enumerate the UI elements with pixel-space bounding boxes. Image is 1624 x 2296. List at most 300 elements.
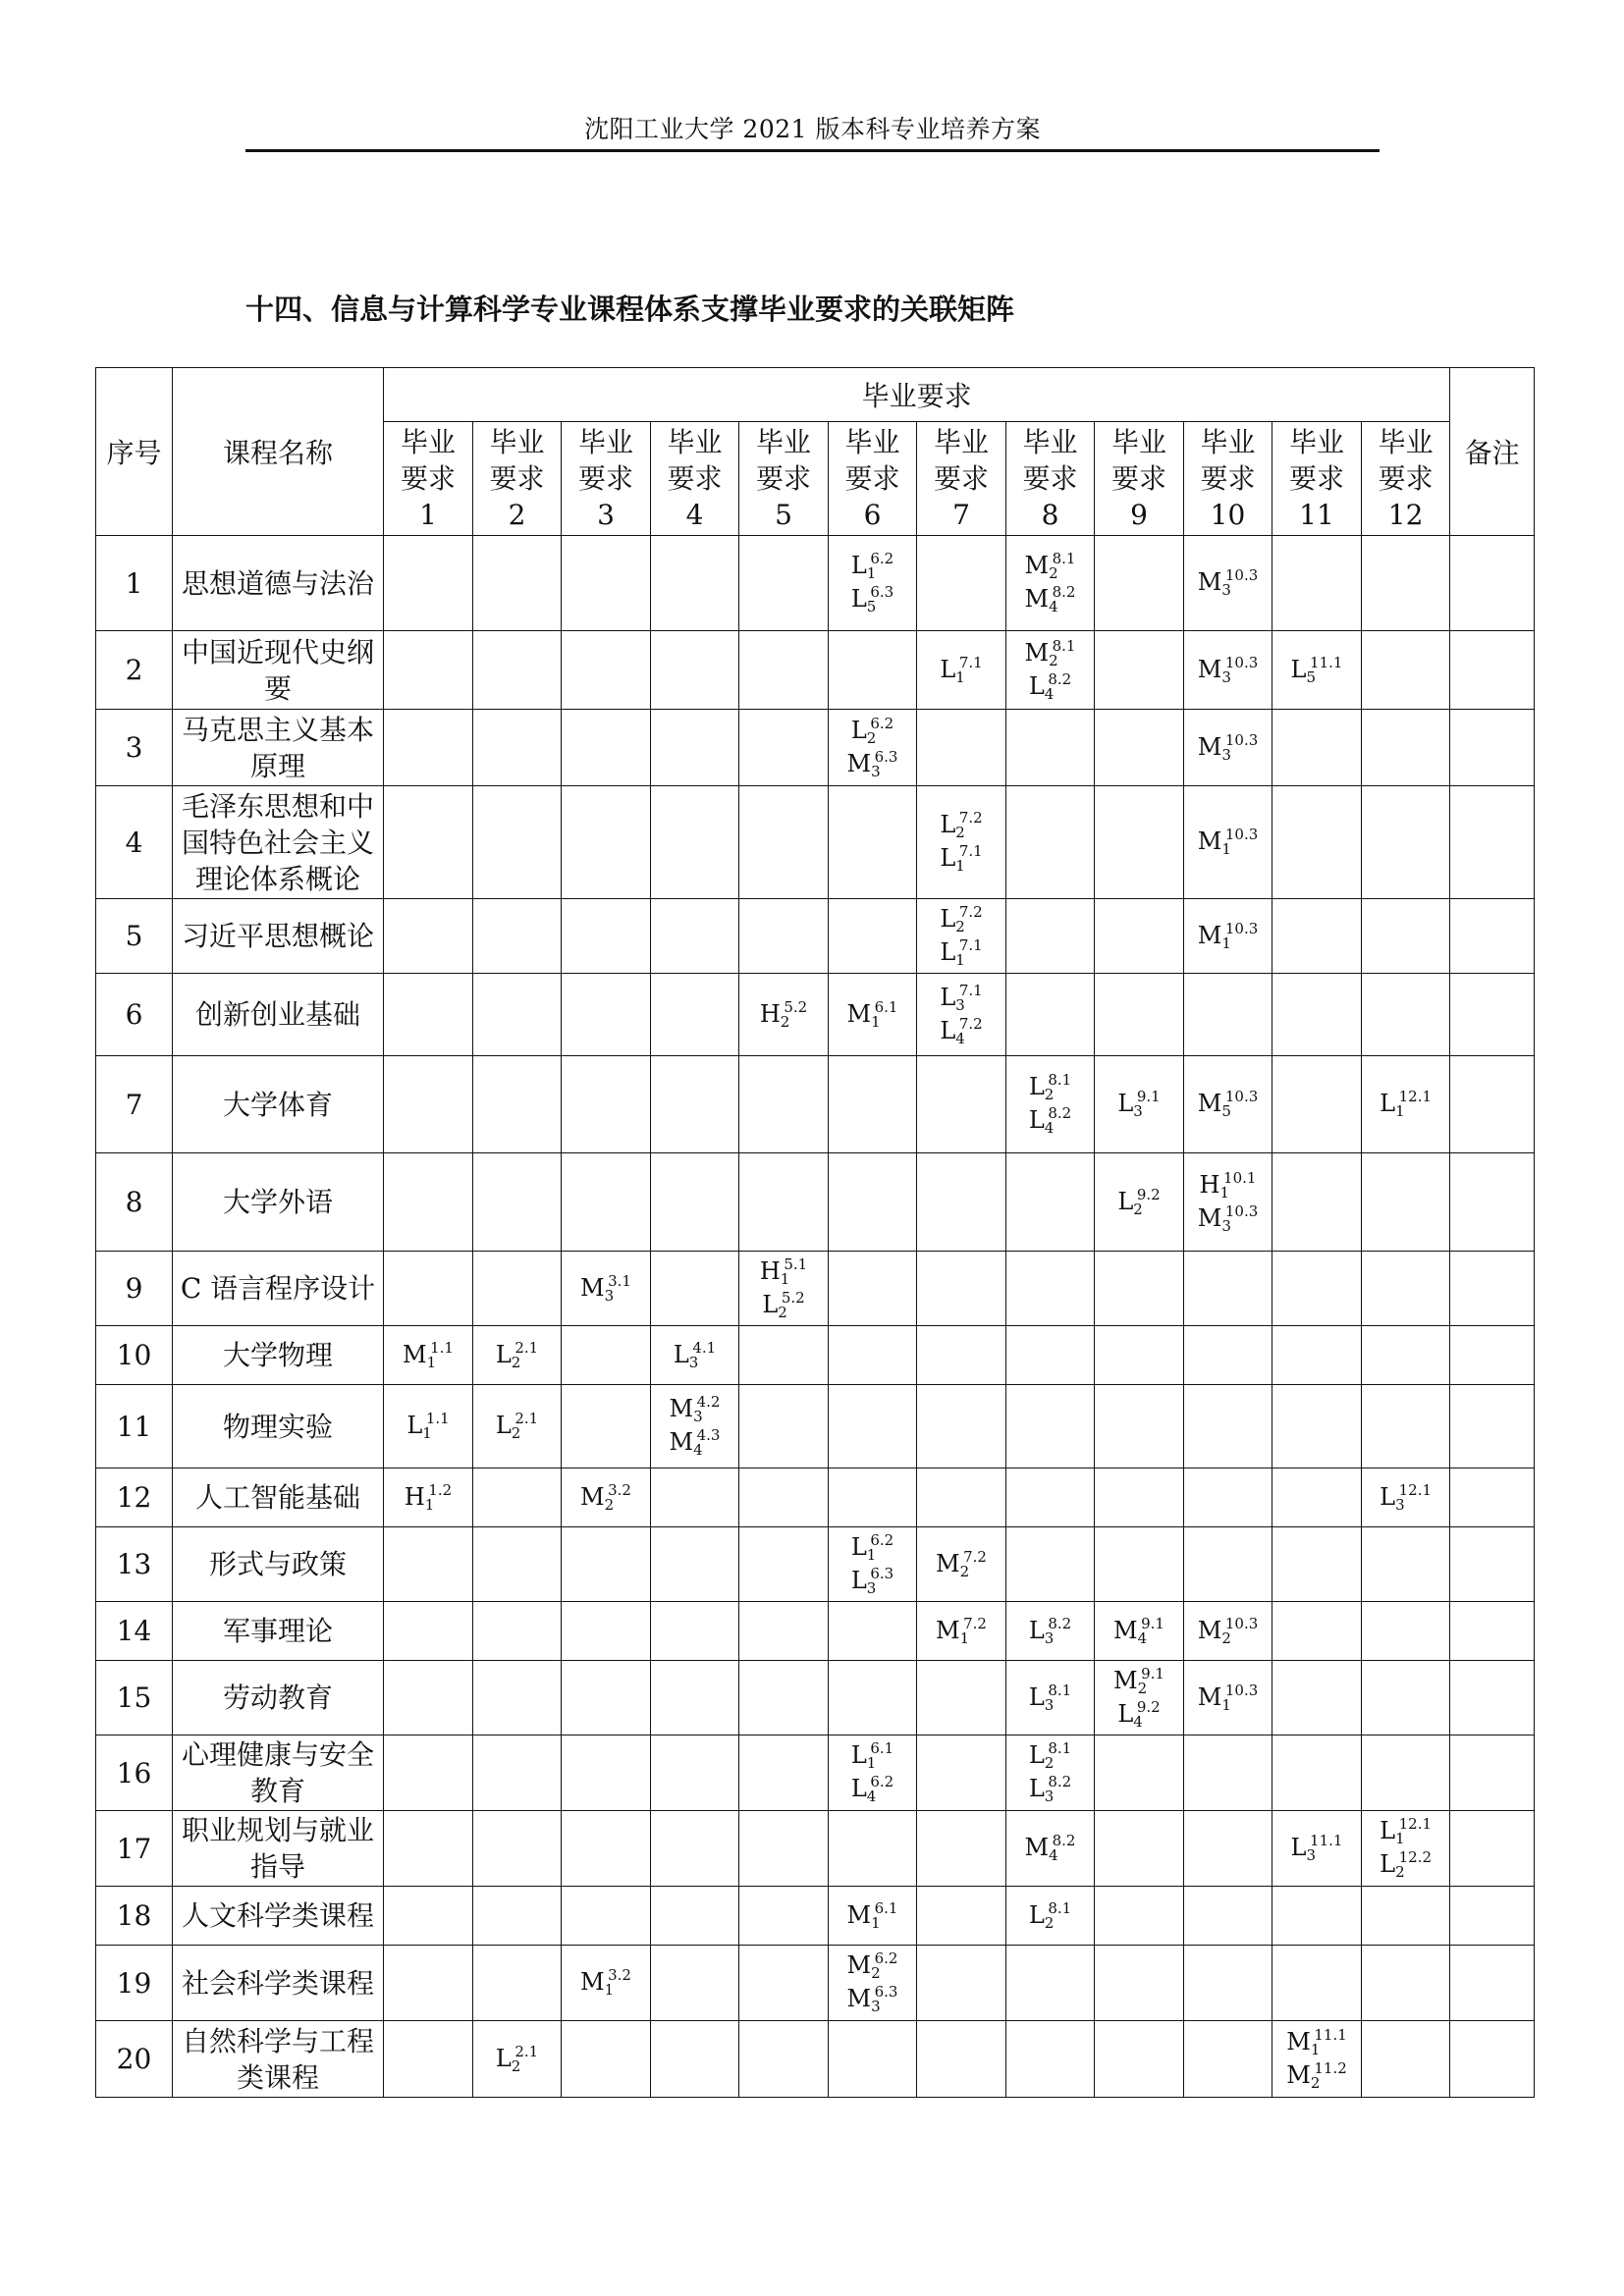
header-requirement-part: 要求 xyxy=(489,462,545,495)
matrix-cell-req-10 xyxy=(1184,1887,1272,1946)
matrix-cell-req-9 xyxy=(1095,786,1184,899)
matrix-cell-req-11 xyxy=(1272,1385,1362,1468)
matrix-cell-req-1 xyxy=(384,1946,473,2021)
notes-cell xyxy=(1450,1735,1535,1811)
matrix-cell-req-7 xyxy=(917,536,1006,631)
header-requirement-part: 11 xyxy=(1299,499,1334,531)
row-index: 10 xyxy=(96,1326,173,1385)
matrix-cell-req-2 xyxy=(473,631,562,710)
matrix-cell-req-12 xyxy=(1362,1811,1450,1887)
matrix-cell-req-4 xyxy=(651,786,739,899)
course-name: 大学物理 xyxy=(173,1326,384,1385)
header-course-name: 课程名称 xyxy=(173,368,384,536)
support-mark: $M_1^{10.3}$ xyxy=(1197,919,1259,952)
table-row xyxy=(96,1385,1535,1468)
matrix-cell-req-4 xyxy=(651,2021,739,2098)
support-mark: $L_1^{12.1}$ xyxy=(1380,1815,1433,1847)
support-mark: $M_1^{7.2}$ xyxy=(936,1614,987,1647)
header-requirement-9 xyxy=(1095,422,1184,536)
matrix-cell-req-3 xyxy=(562,2021,651,2098)
matrix-cell-req-12 xyxy=(1362,1056,1450,1153)
matrix-cell-req-7 xyxy=(917,1468,1006,1527)
header-requirement-4 xyxy=(651,422,739,536)
row-index: 19 xyxy=(96,1946,173,2021)
matrix-cell-req-7 xyxy=(917,631,1006,710)
notes-cell xyxy=(1450,1527,1535,1602)
notes-cell xyxy=(1450,1811,1535,1887)
header-requirement-part: 4 xyxy=(685,499,704,531)
support-mark: $L_2^{12.2}$ xyxy=(1380,1848,1433,1881)
header-requirement-part: 要求 xyxy=(1288,462,1344,495)
matrix-cell-req-2 xyxy=(473,1887,562,1946)
header-requirement-6 xyxy=(829,422,917,536)
table-row xyxy=(96,1946,1535,2021)
support-mark: $L_2^{9.2}$ xyxy=(1117,1185,1161,1218)
matrix-cell-req-10 xyxy=(1184,1252,1272,1326)
course-name: 中国近现代史纲要 xyxy=(173,631,384,710)
matrix-cell-req-11 xyxy=(1272,786,1362,899)
matrix-cell-req-1 xyxy=(384,1326,473,1385)
matrix-cell-req-8 xyxy=(1006,899,1095,974)
matrix-cell-req-7 xyxy=(917,710,1006,786)
matrix-cell-req-9 xyxy=(1095,1602,1184,1661)
matrix-cell-req-7 xyxy=(917,1735,1006,1811)
notes-cell xyxy=(1450,710,1535,786)
header-requirement-part: 1 xyxy=(419,499,437,531)
table-row xyxy=(96,1602,1535,1661)
support-mark: $M_2^{6.2}$ xyxy=(846,1949,898,1982)
notes-cell xyxy=(1450,1326,1535,1385)
matrix-cell-req-1 xyxy=(384,1735,473,1811)
matrix-cell-req-4 xyxy=(651,1602,739,1661)
matrix-cell-req-11 xyxy=(1272,1887,1362,1946)
matrix-cell-req-5 xyxy=(739,1735,829,1811)
matrix-cell-req-7 xyxy=(917,1946,1006,2021)
matrix-cell-req-12 xyxy=(1362,786,1450,899)
matrix-cell-req-11 xyxy=(1272,1153,1362,1252)
matrix-cell-req-7 xyxy=(917,1056,1006,1153)
matrix-cell-req-3 xyxy=(562,1468,651,1527)
support-mark: $M_2^{11.2}$ xyxy=(1286,2058,1347,2092)
matrix-cell-req-5 xyxy=(739,1056,829,1153)
matrix-cell-req-8 xyxy=(1006,1887,1095,1946)
matrix-cell-req-9 xyxy=(1095,1056,1184,1153)
matrix-cell-req-6 xyxy=(829,2021,917,2098)
header-requirement-part: 8 xyxy=(1041,499,1059,531)
header-requirement-part: 要求 xyxy=(844,462,900,495)
matrix-cell-req-6 xyxy=(829,899,917,974)
matrix-cell-req-2 xyxy=(473,899,562,974)
support-mark: $M_2^{8.1}$ xyxy=(1024,636,1076,669)
header-requirement-part: 毕业 xyxy=(755,426,811,458)
support-mark: $L_2^{5.2}$ xyxy=(762,1288,805,1321)
matrix-cell-req-6 xyxy=(829,1056,917,1153)
matrix-cell-req-7 xyxy=(917,1602,1006,1661)
matrix-cell-req-10 xyxy=(1184,1326,1272,1385)
row-index: 18 xyxy=(96,1887,173,1946)
matrix-cell-req-5 xyxy=(739,631,829,710)
matrix-cell-req-12 xyxy=(1362,1252,1450,1326)
header-requirement-part: 毕业 xyxy=(1110,426,1166,458)
notes-cell xyxy=(1450,1252,1535,1326)
matrix-cell-req-5 xyxy=(739,1252,829,1326)
support-mark: $M_2^{3.2}$ xyxy=(580,1480,631,1514)
matrix-cell-req-1 xyxy=(384,1385,473,1468)
notes-cell xyxy=(1450,1602,1535,1661)
matrix-cell-req-2 xyxy=(473,1468,562,1527)
matrix-cell-req-6 xyxy=(829,974,917,1056)
matrix-cell-req-5 xyxy=(739,786,829,899)
support-mark: $L_3^{9.1}$ xyxy=(1117,1088,1161,1120)
matrix-cell-req-3 xyxy=(562,1153,651,1252)
matrix-cell-req-8 xyxy=(1006,786,1095,899)
support-mark: $L_2^{2.1}$ xyxy=(495,2042,539,2075)
matrix-cell-req-2 xyxy=(473,1153,562,1252)
matrix-cell-req-1 xyxy=(384,536,473,631)
table-row xyxy=(96,1326,1535,1385)
matrix-cell-req-3 xyxy=(562,1946,651,2021)
header-requirement-part: 10 xyxy=(1210,499,1246,531)
matrix-cell-req-10 xyxy=(1184,899,1272,974)
matrix-cell-req-8 xyxy=(1006,1056,1095,1153)
matrix-cell-req-5 xyxy=(739,1385,829,1468)
row-index: 5 xyxy=(96,899,173,974)
matrix-cell-req-6 xyxy=(829,786,917,899)
matrix-cell-req-1 xyxy=(384,974,473,1056)
support-mark: $L_2^{6.2}$ xyxy=(850,714,894,747)
matrix-cell-req-2 xyxy=(473,1527,562,1602)
support-mark: $L_3^{12.1}$ xyxy=(1380,1480,1433,1514)
support-mark: $L_1^{7.1}$ xyxy=(940,842,983,875)
header-requirement-part: 毕业 xyxy=(933,426,989,458)
matrix-cell-req-3 xyxy=(562,536,651,631)
matrix-cell-req-8 xyxy=(1006,710,1095,786)
matrix-cell-req-7 xyxy=(917,2021,1006,2098)
matrix-cell-req-8 xyxy=(1006,536,1095,631)
matrix-cell-req-3 xyxy=(562,1661,651,1735)
matrix-cell-req-8 xyxy=(1006,1661,1095,1735)
support-mark: $L_3^{8.1}$ xyxy=(1028,1681,1072,1714)
header-requirement-11 xyxy=(1272,422,1362,536)
header-requirement-part: 要求 xyxy=(1378,462,1434,495)
matrix-cell-req-9 xyxy=(1095,1946,1184,2021)
support-mark: $M_1^{6.1}$ xyxy=(846,997,898,1031)
support-mark: $M_3^{6.3}$ xyxy=(846,1983,898,2015)
matrix-cell-req-8 xyxy=(1006,1602,1095,1661)
header-requirement-part: 9 xyxy=(1130,499,1148,531)
row-index: 15 xyxy=(96,1661,173,1735)
header-requirement-5 xyxy=(739,422,829,536)
matrix-cell-req-9 xyxy=(1095,974,1184,1056)
matrix-cell-req-12 xyxy=(1362,1153,1450,1252)
matrix-cell-req-7 xyxy=(917,1326,1006,1385)
table-row xyxy=(96,974,1535,1056)
support-mark: $M_2^{10.3}$ xyxy=(1197,1614,1259,1647)
support-mark: $H_2^{5.2}$ xyxy=(759,997,808,1031)
header-requirement-part: 要求 xyxy=(667,462,723,495)
matrix-cell-req-2 xyxy=(473,2021,562,2098)
support-mark: $M_3^{10.3}$ xyxy=(1197,730,1259,764)
support-mark: $L_1^{6.2}$ xyxy=(850,1530,894,1564)
matrix-cell-req-6 xyxy=(829,1735,917,1811)
notes-cell xyxy=(1450,1468,1535,1527)
matrix-cell-req-1 xyxy=(384,786,473,899)
matrix-cell-req-9 xyxy=(1095,1252,1184,1326)
matrix-cell-req-5 xyxy=(739,536,829,631)
matrix-cell-req-5 xyxy=(739,1661,829,1735)
matrix-cell-req-7 xyxy=(917,1385,1006,1468)
matrix-cell-req-6 xyxy=(829,710,917,786)
matrix-cell-req-1 xyxy=(384,899,473,974)
table-row xyxy=(96,899,1535,974)
header-requirement-8 xyxy=(1006,422,1095,536)
matrix-cell-req-5 xyxy=(739,974,829,1056)
row-index: 14 xyxy=(96,1602,173,1661)
header-requirement-part: 7 xyxy=(952,499,970,531)
support-mark: $M_3^{4.2}$ xyxy=(669,1393,721,1425)
matrix-cell-req-7 xyxy=(917,1153,1006,1252)
matrix-cell-req-4 xyxy=(651,1468,739,1527)
header-requirement-part: 毕业 xyxy=(1022,426,1078,458)
matrix-cell-req-3 xyxy=(562,1385,651,1468)
table-row xyxy=(96,1527,1535,1602)
matrix-cell-req-10 xyxy=(1184,1661,1272,1735)
support-mark: $M_2^{9.1}$ xyxy=(1113,1664,1164,1697)
row-index: 9 xyxy=(96,1252,173,1326)
matrix-cell-req-1 xyxy=(384,1056,473,1153)
support-mark: $M_3^{10.3}$ xyxy=(1197,566,1259,599)
matrix-cell-req-5 xyxy=(739,1602,829,1661)
row-index: 8 xyxy=(96,1153,173,1252)
notes-cell xyxy=(1450,974,1535,1056)
matrix-cell-req-1 xyxy=(384,1602,473,1661)
matrix-cell-req-4 xyxy=(651,631,739,710)
row-index: 1 xyxy=(96,536,173,631)
matrix-cell-req-11 xyxy=(1272,1661,1362,1735)
matrix-cell-req-10 xyxy=(1184,1527,1272,1602)
matrix-cell-req-3 xyxy=(562,1252,651,1326)
support-mark: $M_4^{4.3}$ xyxy=(669,1426,721,1459)
matrix-cell-req-6 xyxy=(829,536,917,631)
table-row xyxy=(96,786,1535,899)
matrix-cell-req-11 xyxy=(1272,710,1362,786)
header-rule xyxy=(245,149,1380,152)
course-name: 物理实验 xyxy=(173,1385,384,1468)
header-requirement-1 xyxy=(384,422,473,536)
table-row xyxy=(96,1468,1535,1527)
table-row xyxy=(96,1811,1535,1887)
table-row xyxy=(96,1735,1535,1811)
matrix-cell-req-4 xyxy=(651,899,739,974)
matrix-cell-req-11 xyxy=(1272,1468,1362,1527)
support-mark: $L_4^{6.2}$ xyxy=(850,1773,894,1805)
course-name: 人工智能基础 xyxy=(173,1468,384,1527)
matrix-cell-req-3 xyxy=(562,710,651,786)
matrix-cell-req-9 xyxy=(1095,1385,1184,1468)
table-row xyxy=(96,710,1535,786)
matrix-cell-req-12 xyxy=(1362,974,1450,1056)
matrix-cell-req-2 xyxy=(473,1056,562,1153)
notes-cell xyxy=(1450,2021,1535,2098)
matrix-cell-req-12 xyxy=(1362,1661,1450,1735)
matrix-cell-req-6 xyxy=(829,1385,917,1468)
matrix-cell-req-9 xyxy=(1095,1887,1184,1946)
notes-cell xyxy=(1450,1887,1535,1946)
header-requirement-part: 毕业 xyxy=(400,426,456,458)
matrix-cell-req-7 xyxy=(917,1661,1006,1735)
header-requirement-part: 毕业 xyxy=(667,426,723,458)
matrix-cell-req-9 xyxy=(1095,710,1184,786)
header-requirement-part: 要求 xyxy=(400,462,456,495)
matrix-cell-req-9 xyxy=(1095,631,1184,710)
row-index: 2 xyxy=(96,631,173,710)
matrix-cell-req-4 xyxy=(651,1946,739,2021)
matrix-cell-req-4 xyxy=(651,1527,739,1602)
support-matrix-table xyxy=(95,367,1535,2098)
row-index: 20 xyxy=(96,2021,173,2098)
header-requirement-part: 毕业 xyxy=(1378,426,1434,458)
matrix-cell-req-11 xyxy=(1272,1527,1362,1602)
matrix-cell-req-1 xyxy=(384,2021,473,2098)
header-requirement-part: 6 xyxy=(863,499,882,531)
matrix-cell-req-8 xyxy=(1006,1153,1095,1252)
row-index: 4 xyxy=(96,786,173,899)
row-index: 17 xyxy=(96,1811,173,1887)
support-mark: $L_2^{7.2}$ xyxy=(940,902,983,935)
matrix-cell-req-3 xyxy=(562,1326,651,1385)
support-mark: $M_1^{3.2}$ xyxy=(580,1966,631,1999)
header-requirement-part: 毕业 xyxy=(1288,426,1344,458)
matrix-cell-req-7 xyxy=(917,1527,1006,1602)
matrix-cell-req-1 xyxy=(384,1468,473,1527)
course-name: 毛泽东思想和中国特色社会主义理论体系概论 xyxy=(173,786,384,899)
header-requirement-part: 5 xyxy=(775,499,792,531)
notes-cell xyxy=(1450,1661,1535,1735)
matrix-cell-req-10 xyxy=(1184,974,1272,1056)
matrix-cell-req-3 xyxy=(562,1527,651,1602)
row-index: 12 xyxy=(96,1468,173,1527)
table-row xyxy=(96,1153,1535,1252)
header-requirement-part: 毕业 xyxy=(1200,426,1256,458)
course-name: 思想道德与法治 xyxy=(173,536,384,631)
header-notes: 备注 xyxy=(1450,368,1535,536)
matrix-cell-req-8 xyxy=(1006,1252,1095,1326)
support-mark: $M_1^{10.3}$ xyxy=(1197,826,1259,858)
support-mark: $M_1^{6.1}$ xyxy=(846,1898,898,1932)
support-mark: $L_5^{11.1}$ xyxy=(1290,653,1343,686)
table-row xyxy=(96,1887,1535,1946)
course-name: 心理健康与安全教育 xyxy=(173,1735,384,1811)
matrix-cell-req-3 xyxy=(562,1811,651,1887)
matrix-cell-req-11 xyxy=(1272,631,1362,710)
support-mark: $L_1^{7.1}$ xyxy=(940,935,983,969)
matrix-cell-req-6 xyxy=(829,1946,917,2021)
matrix-cell-req-4 xyxy=(651,1735,739,1811)
matrix-cell-req-11 xyxy=(1272,2021,1362,2098)
matrix-cell-req-1 xyxy=(384,1252,473,1326)
matrix-cell-req-12 xyxy=(1362,899,1450,974)
support-mark: $L_2^{8.1}$ xyxy=(1028,1739,1072,1772)
course-name: 职业规划与就业指导 xyxy=(173,1811,384,1887)
matrix-cell-req-6 xyxy=(829,1661,917,1735)
support-mark: $L_3^{7.1}$ xyxy=(940,981,983,1014)
support-mark: $L_3^{8.2}$ xyxy=(1028,1773,1072,1805)
support-mark: $L_2^{8.1}$ xyxy=(1028,1071,1072,1103)
matrix-cell-req-5 xyxy=(739,2021,829,2098)
matrix-cell-req-10 xyxy=(1184,786,1272,899)
support-mark: $L_1^{1.1}$ xyxy=(406,1410,450,1442)
support-mark: $H_1^{5.1}$ xyxy=(759,1255,808,1288)
matrix-cell-req-3 xyxy=(562,631,651,710)
matrix-cell-req-10 xyxy=(1184,1468,1272,1527)
matrix-cell-req-6 xyxy=(829,1153,917,1252)
course-name: 人文科学类课程 xyxy=(173,1887,384,1946)
support-mark: $H_1^{1.2}$ xyxy=(404,1480,453,1514)
matrix-cell-req-2 xyxy=(473,1946,562,2021)
matrix-cell-req-5 xyxy=(739,1153,829,1252)
header-requirement-3 xyxy=(562,422,651,536)
matrix-cell-req-12 xyxy=(1362,1326,1450,1385)
support-mark: $H_1^{10.1}$ xyxy=(1199,1168,1257,1201)
matrix-cell-req-2 xyxy=(473,1326,562,1385)
matrix-body xyxy=(96,536,1535,2098)
row-index: 13 xyxy=(96,1527,173,1602)
support-mark: $L_2^{7.2}$ xyxy=(940,809,983,841)
matrix-cell-req-1 xyxy=(384,710,473,786)
header-requirement-7 xyxy=(917,422,1006,536)
header-requirement-part: 要求 xyxy=(1110,462,1166,495)
notes-cell xyxy=(1450,786,1535,899)
matrix-cell-req-2 xyxy=(473,536,562,631)
matrix-cell-req-9 xyxy=(1095,1527,1184,1602)
support-mark: $M_4^{8.2}$ xyxy=(1024,1832,1076,1864)
notes-cell xyxy=(1450,899,1535,974)
matrix-cell-req-8 xyxy=(1006,1385,1095,1468)
row-index: 3 xyxy=(96,710,173,786)
section-title: 十四、信息与计算科学专业课程体系支撑毕业要求的关联矩阵 xyxy=(245,293,1015,326)
matrix-cell-req-10 xyxy=(1184,1385,1272,1468)
support-mark: $L_4^{8.2}$ xyxy=(1028,669,1072,703)
notes-cell xyxy=(1450,1946,1535,2021)
matrix-cell-req-11 xyxy=(1272,1252,1362,1326)
matrix-cell-req-3 xyxy=(562,786,651,899)
notes-cell xyxy=(1450,536,1535,631)
matrix-cell-req-2 xyxy=(473,1252,562,1326)
header-requirement-10 xyxy=(1184,422,1272,536)
matrix-cell-req-10 xyxy=(1184,631,1272,710)
notes-cell xyxy=(1450,1385,1535,1468)
matrix-cell-req-9 xyxy=(1095,1153,1184,1252)
matrix-cell-req-10 xyxy=(1184,1811,1272,1887)
matrix-cell-req-5 xyxy=(739,899,829,974)
matrix-cell-req-5 xyxy=(739,1468,829,1527)
matrix-cell-req-1 xyxy=(384,1153,473,1252)
matrix-cell-req-4 xyxy=(651,1153,739,1252)
table-row xyxy=(96,1661,1535,1735)
matrix-cell-req-2 xyxy=(473,710,562,786)
header-requirement-part: 12 xyxy=(1387,499,1424,531)
header-requirement-part: 要求 xyxy=(577,462,633,495)
row-index: 16 xyxy=(96,1735,173,1811)
support-mark: $M_4^{8.2}$ xyxy=(1024,583,1076,615)
support-mark: $M_1^{11.1}$ xyxy=(1286,2025,1347,2058)
matrix-cell-req-6 xyxy=(829,1602,917,1661)
support-mark: $L_2^{2.1}$ xyxy=(495,1410,539,1442)
matrix-cell-req-10 xyxy=(1184,1153,1272,1252)
course-name: 大学体育 xyxy=(173,1056,384,1153)
support-mark: $L_5^{6.3}$ xyxy=(850,583,894,615)
support-mark: $M_3^{3.1}$ xyxy=(580,1271,631,1305)
